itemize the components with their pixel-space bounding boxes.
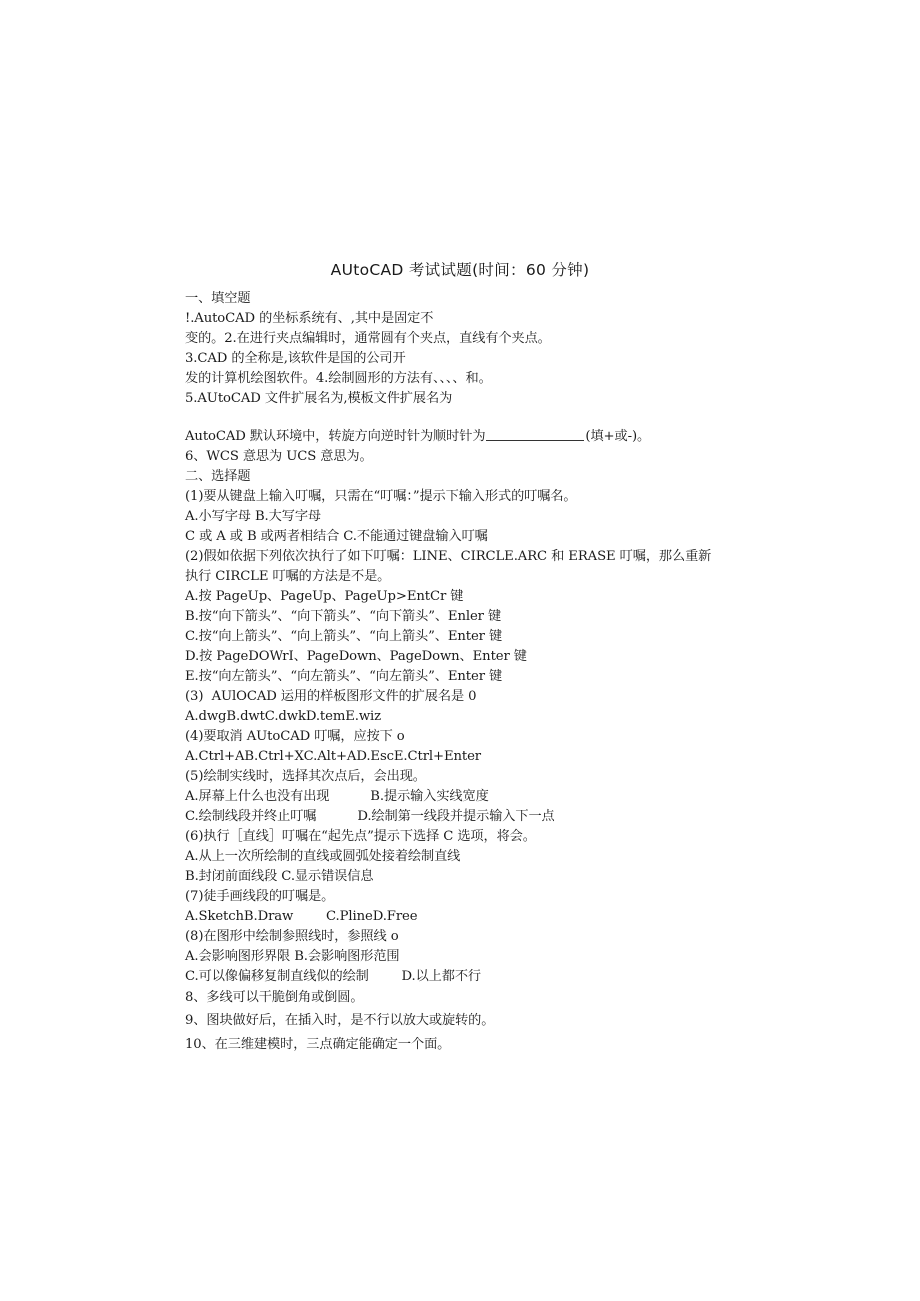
- choice-line: (8)在图形中绘制参照线时，参照线 o: [185, 929, 399, 944]
- choice-line: C.绘制线段并终止叮嘱 D.绘制第一线段并提示输入下一点: [185, 809, 555, 824]
- choice-line: A.按 PageUp、PageUp、PageUp>EntCr 键: [185, 589, 464, 604]
- question-6: 6、WCS 意思为 UCS 意思为。: [185, 449, 373, 464]
- question-5: 5.AUtoCAD 文件扩展名为,模板文件扩展名为: [185, 391, 453, 406]
- choice-line: C 或 A 或 B 或两者相结合 C.不能通过键盘输入叮嘱: [185, 529, 488, 544]
- choice-line: (1)要从键盘上输入叮嘱，只需在“叮嘱：”提示下输入形式的叮嘱名。: [185, 489, 577, 504]
- choice-line: A.会影响图形界限 B.会影响图形范围: [185, 949, 400, 964]
- choice-line: E.按“向左箭头”、“向左箭头”、“向左箭头”、Enter 键: [185, 669, 503, 684]
- question-8: 8、多线可以干脆倒角或倒圆。: [185, 990, 364, 1005]
- exam-content: [185, 289, 745, 1057]
- question-9: 9、图块做好后，在插入时，是不行以放大或旋转的。: [185, 1013, 495, 1028]
- choice-line: C.可以像偏移复制直线似的绘制 D.以上都不行: [185, 969, 482, 984]
- choice-line: (2)假如依据下列依次执行了如下叮嘱：LINE、CIRCLE.ARC 和 ERASE 叮嘱，那么重新: [185, 549, 712, 564]
- choice-line: B.封闭前面线段 C.显示错误信息: [185, 869, 374, 884]
- spacer: [185, 409, 745, 427]
- choice-line: A.dwgB.dwtC.dwkD.temE.wiz: [185, 709, 382, 724]
- question-1-part-a: !.AutoCAD 的坐标系统有、,其中是固定不: [185, 311, 434, 326]
- choice-line: A.SketchB.Draw C.PlineD.Free: [185, 909, 418, 924]
- fill-blank-underline: [486, 428, 584, 441]
- choice-line: C.按“向上箭头”、“向上箭头”、“向上箭头”、Enter 键: [185, 629, 503, 644]
- question-10: 10、在三维建模时，三点确定能确定一个面。: [185, 1037, 451, 1052]
- choice-line: (7)徒手画线段的叮嘱是。: [185, 889, 335, 904]
- choice-line: D.按 PageDOWrI、PageDown、PageDown、Enter 键: [185, 649, 527, 664]
- section-heading-fill-blank: 一、填空题: [185, 291, 251, 306]
- choice-line: B.按“向下箭头”、“向下箭头”、“向下箭头”、Enler 键: [185, 609, 502, 624]
- question-5b: [185, 427, 745, 447]
- question-5b-text: AutoCAD 默认环境中，转旋方向逆时针为顺时针为: [185, 429, 486, 444]
- choice-line: (4)要取消 AUtoCAD 叮嘱，应按下 o: [185, 729, 405, 744]
- choice-line: A.小写字母 B.大写字母: [185, 509, 321, 524]
- choice-line: (3) AUlOCAD 运用的样板图形文件的扩展名是 0: [185, 689, 477, 704]
- choice-line: A.从上一次所绘制的直线或圆弧处接着绘制直线: [185, 849, 461, 864]
- section-heading-choice: 二、选择题: [185, 469, 251, 484]
- question-3-part-a: 3.CAD 的全称是,该软件是国的公司开: [185, 351, 406, 366]
- choice-line: 执行 CIRCLE 叮嘱的方法是不是。: [185, 569, 391, 584]
- choice-line: (6)执行［直线］叮嘱在“起先点”提示下选择 C 选项，将会。: [185, 829, 536, 844]
- question-3-part-b: 发的计算机绘图软件。4.绘制圆形的方法有、、、、和。: [185, 371, 492, 386]
- choice-line: A.Ctrl+AB.Ctrl+XC.Alt+AD.EscE.Ctrl+Enter: [185, 749, 482, 764]
- choice-line: A.屏幕上什么也没有出现 B.提示输入实线宽度: [185, 789, 489, 804]
- choice-line: (5)绘制实线时，选择其次点后，会出现。: [185, 769, 426, 784]
- question-5b-hint: (填+或-)。: [585, 429, 651, 444]
- question-1-part-b: 变的。2.在进行夹点编辑时，通常圆有个夹点，直线有个夹点。: [185, 331, 551, 346]
- document-title: AUtoCAD 考试试题(时间：60 分钟): [330, 261, 590, 279]
